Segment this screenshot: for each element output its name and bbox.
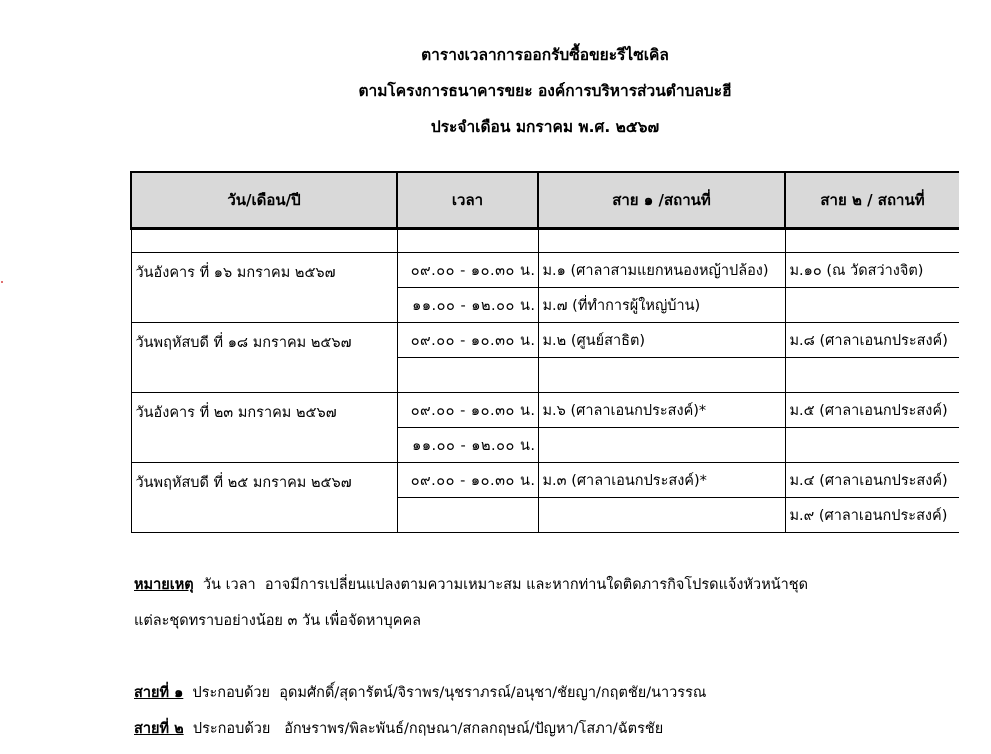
- header-route2: สาย ๒ / สถานที่: [785, 172, 959, 229]
- date-cell: วันพฤหัสบดี ที่ ๑๘ มกราคม ๒๕๖๗: [131, 323, 397, 393]
- route2-members: [134, 717, 663, 740]
- document-title: ตารางเวลาการออกรับซื้อขยะรีไซเคิล: [421, 46, 669, 64]
- remark-note-continued: แต่ละชุดทราบอย่างน้อย ๓ วัน เพื่อจัดหาบุคคล: [134, 613, 422, 629]
- route2-label: สายที่ ๒: [134, 721, 184, 737]
- time-cell: ๐๙.๐๐ - ๑๐.๓๐ น.: [397, 463, 538, 498]
- time-cell: ๐๙.๐๐ - ๑๐.๓๐ น.: [397, 323, 538, 358]
- table-row: [131, 463, 959, 498]
- route1-cell: [538, 428, 785, 463]
- route1-cell: ม.๖ (ศาลาเอนกประสงค์)*: [538, 393, 785, 428]
- stray-mark: [1, 281, 3, 283]
- route1-members-text: ประกอบด้วย อุดมศักดิ์/สุดารัตน์/จิราพร/นุชราภรณ์/อนุชา/ชัยญา/กฤตชัย/นาวรรณ: [183, 685, 707, 701]
- route2-members-text: ประกอบด้วย อักษราพร/พิละพันธ์/กฤษณา/สกลกฤษณ์/ปัญหา/โสภา/ฉัตรชัย: [183, 721, 664, 737]
- route1-cell: ม.๓ (ศาลาเอนกประสงค์)*: [538, 463, 785, 498]
- route2-cell: ม.๑๐ (ณ วัดสว่างจิต): [785, 253, 959, 288]
- route1-cell: [538, 498, 785, 533]
- route2-cell: ม.๘ (ศาลาเอนกประสงค์): [785, 323, 959, 358]
- route1-cell: ม.๒ (ศูนย์สาธิต): [538, 323, 785, 358]
- header-date: วัน/เดือน/ปี: [131, 172, 397, 229]
- time-cell: ๐๙.๐๐ - ๑๐.๓๐ น.: [397, 253, 538, 288]
- time-cell: ๑๑.๐๐ - ๑๒.๐๐ น.: [397, 288, 538, 323]
- remark-label: หมายเหตุ: [134, 577, 194, 593]
- table-row: [131, 253, 959, 288]
- route2-cell: [785, 358, 959, 393]
- spacer-cell: [131, 229, 397, 253]
- spacer-cell: [538, 229, 785, 253]
- time-cell: [397, 358, 538, 393]
- header-time: เวลา: [397, 172, 538, 229]
- document-subtitle: ตามโครงการธนาคารขยะ องค์การบริหารส่วนตำบลบะฮี: [358, 82, 732, 100]
- table-row: [131, 323, 959, 358]
- time-cell: ๑๑.๐๐ - ๑๒.๐๐ น.: [397, 428, 538, 463]
- schedule-table: [130, 171, 959, 533]
- header-route1: สาย ๑ /สถานที่: [538, 172, 785, 229]
- document-month-line: ประจำเดือน มกราคม พ.ศ. ๒๕๖๗: [430, 118, 660, 136]
- spacer-cell: [785, 229, 959, 253]
- route2-cell: [785, 428, 959, 463]
- route1-cell: [538, 358, 785, 393]
- route1-label: สายที่ ๑: [134, 685, 184, 701]
- route1-members: [134, 681, 706, 704]
- route2-cell: [785, 288, 959, 323]
- remark-note: [134, 573, 808, 596]
- time-cell: ๐๙.๐๐ - ๑๐.๓๐ น.: [397, 393, 538, 428]
- route2-cell: ม.๔ (ศาลาเอนกประสงค์): [785, 463, 959, 498]
- table-header-row: [131, 172, 959, 229]
- route2-cell: ม.๙ (ศาลาเอนกประสงค์): [785, 498, 959, 533]
- route2-cell: ม.๕ (ศาลาเอนกประสงค์): [785, 393, 959, 428]
- remark-text: วัน เวลา อาจมีการเปลี่ยนแปลงตามความเหมาะสม และหากท่านใดติดภารกิจโปรดแจ้งหัวหน้าชุด: [193, 577, 809, 593]
- date-cell: วันอังคาร ที่ ๑๖ มกราคม ๒๕๖๗: [131, 253, 397, 323]
- table-spacer-row: [131, 229, 959, 253]
- route1-cell: ม.๗ (ที่ทำการผู้ใหญ่บ้าน): [538, 288, 785, 323]
- date-cell: วันอังคาร ที่ ๒๓ มกราคม ๒๕๖๗: [131, 393, 397, 463]
- time-cell: [397, 498, 538, 533]
- spacer-cell: [397, 229, 538, 253]
- date-cell: วันพฤหัสบดี ที่ ๒๕ มกราคม ๒๕๖๗: [131, 463, 397, 533]
- table-row: [131, 393, 959, 428]
- route1-cell: ม.๑ (ศาลาสามแยกหนองหญ้าปล้อง): [538, 253, 785, 288]
